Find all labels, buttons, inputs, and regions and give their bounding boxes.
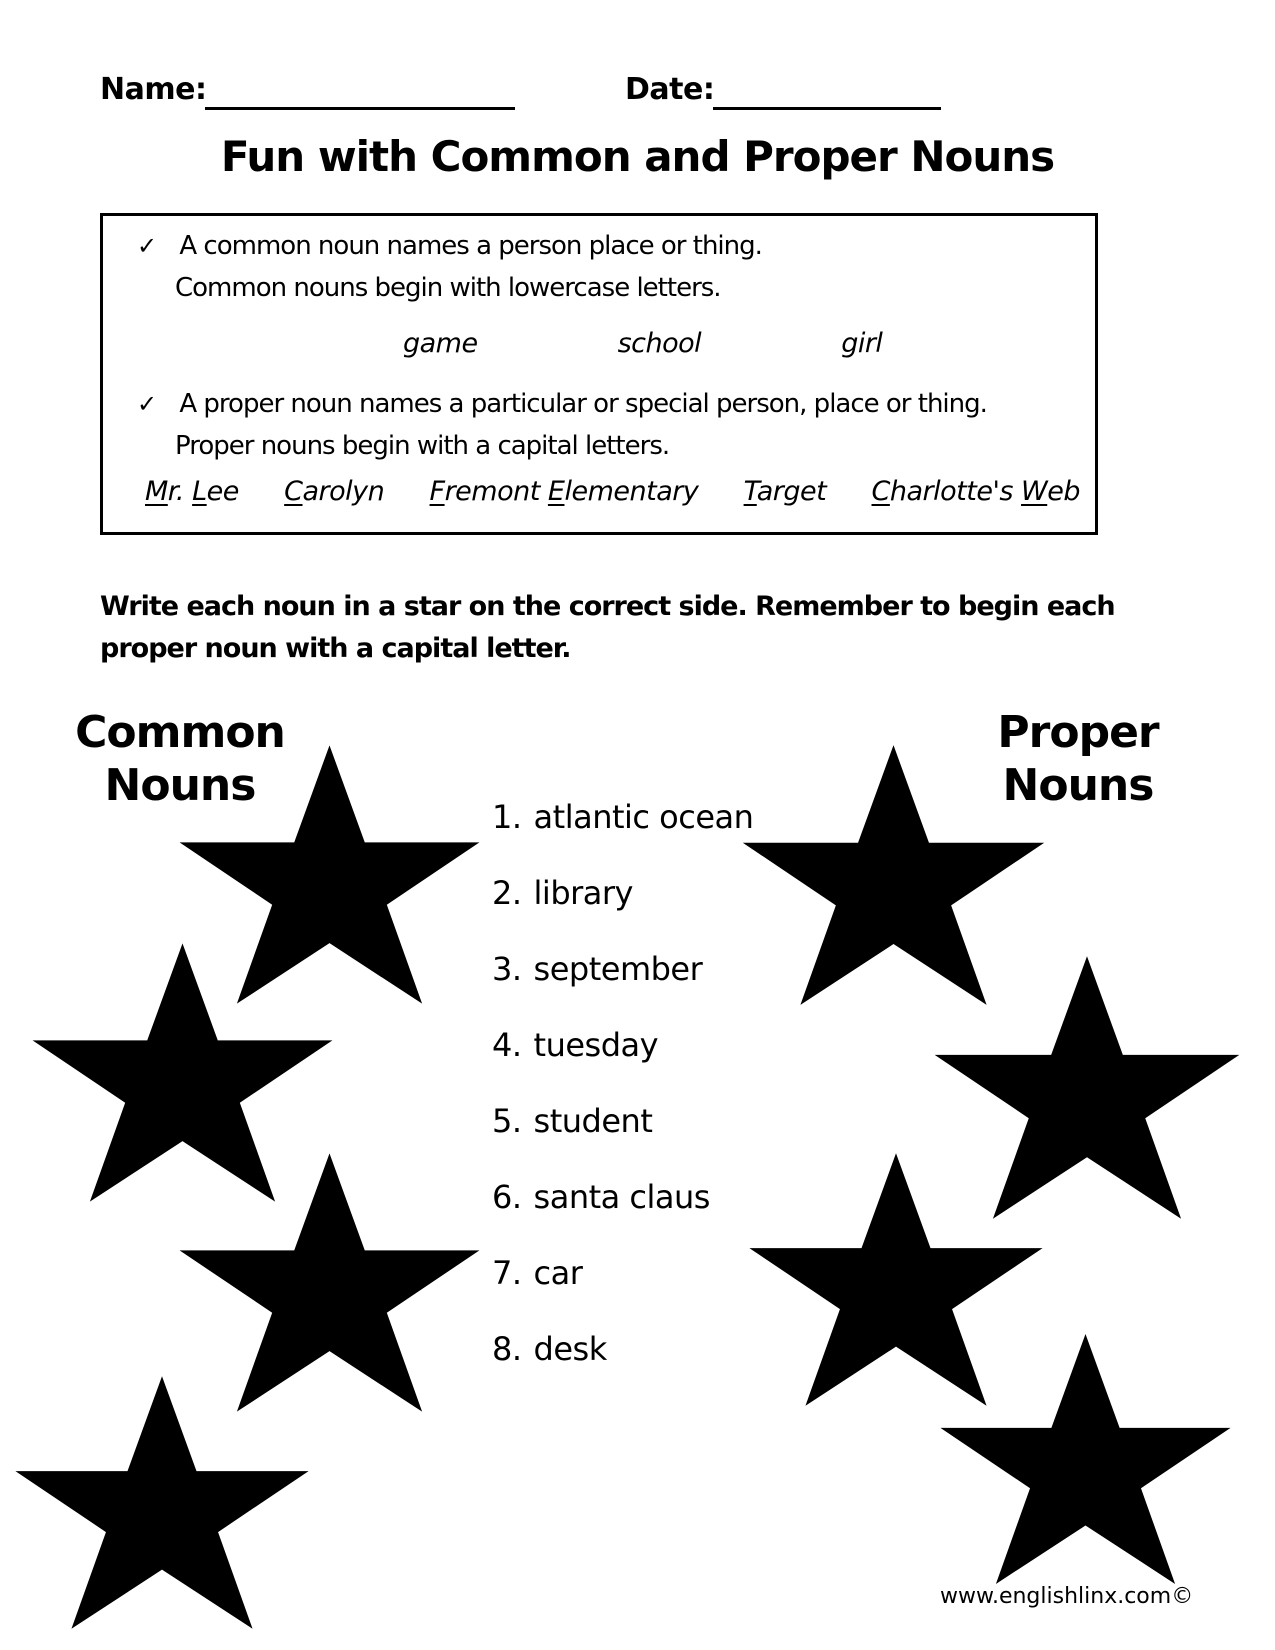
noun-item-number: 5.	[492, 1102, 522, 1140]
common-noun-rule-line1	[137, 226, 762, 266]
proper-noun-rule-line1	[137, 384, 987, 424]
noun-item-number: 1.	[492, 798, 522, 836]
proper-noun-rule-text: A proper noun names a particular or special person, place or thing.	[179, 389, 987, 419]
proper-noun-rule-line2: Proper nouns begin with a capital letters.	[175, 431, 670, 461]
example-word: Mr. Lee	[145, 476, 239, 507]
date-blank-line[interactable]	[713, 107, 941, 110]
noun-item-word: car	[533, 1254, 583, 1292]
noun-item-word: september	[533, 950, 703, 988]
noun-item-number: 7.	[492, 1254, 522, 1292]
noun-list-item	[492, 797, 753, 837]
noun-list-item	[492, 1025, 753, 1065]
example-word: girl	[841, 328, 883, 359]
noun-item-word: tuesday	[533, 1026, 659, 1064]
proper-noun-examples	[145, 476, 1080, 507]
noun-item-number: 3.	[492, 950, 522, 988]
noun-list-item	[492, 949, 753, 989]
noun-list-item	[492, 1253, 753, 1293]
noun-list-item	[492, 873, 753, 913]
noun-item-number: 8.	[492, 1330, 522, 1368]
page-title: Fun with Common and Proper Nouns	[220, 132, 1055, 181]
noun-list	[492, 797, 753, 1405]
name-blank-line[interactable]	[205, 107, 515, 110]
rules-box	[100, 213, 1098, 535]
example-word: Fremont Elementary	[429, 476, 699, 507]
checkmark-icon: ✓	[137, 390, 157, 418]
example-word: game	[403, 328, 478, 359]
date-label: Date:	[625, 72, 715, 107]
common-noun-star-4[interactable]	[8, 1373, 316, 1632]
common-noun-rule-line2: Common nouns begin with lowercase letters.	[175, 273, 721, 303]
instructions-text: Write each noun in a star on the correct side. Remember to begin each proper noun with a capital letter.	[100, 591, 1115, 664]
common-nouns-heading: Common Nouns	[75, 707, 285, 811]
noun-item-number: 4.	[492, 1026, 522, 1064]
common-noun-rule-text: A common noun names a person place or thing.	[179, 231, 762, 261]
footer-credit: www.englishlinx.com©	[940, 1584, 1194, 1609]
noun-item-number: 6.	[492, 1178, 522, 1216]
checkmark-icon: ✓	[137, 232, 157, 260]
noun-item-word: santa claus	[533, 1178, 710, 1216]
example-word: Target	[743, 476, 827, 507]
proper-noun-star-4[interactable]	[933, 1331, 1238, 1587]
noun-list-item	[492, 1329, 753, 1369]
common-noun-examples	[403, 328, 882, 359]
example-word: Charlotte's Web	[871, 476, 1080, 507]
noun-item-word: library	[533, 874, 633, 912]
noun-item-number: 2.	[492, 874, 522, 912]
example-word: school	[617, 328, 702, 359]
example-word: Carolyn	[284, 476, 385, 507]
noun-item-word: student	[533, 1102, 653, 1140]
noun-item-word: atlantic ocean	[533, 798, 754, 836]
noun-list-item	[492, 1177, 753, 1217]
noun-item-word: desk	[533, 1330, 607, 1368]
name-label: Name:	[100, 72, 207, 107]
proper-nouns-heading: Proper Nouns	[997, 707, 1159, 811]
noun-list-item	[492, 1101, 753, 1141]
